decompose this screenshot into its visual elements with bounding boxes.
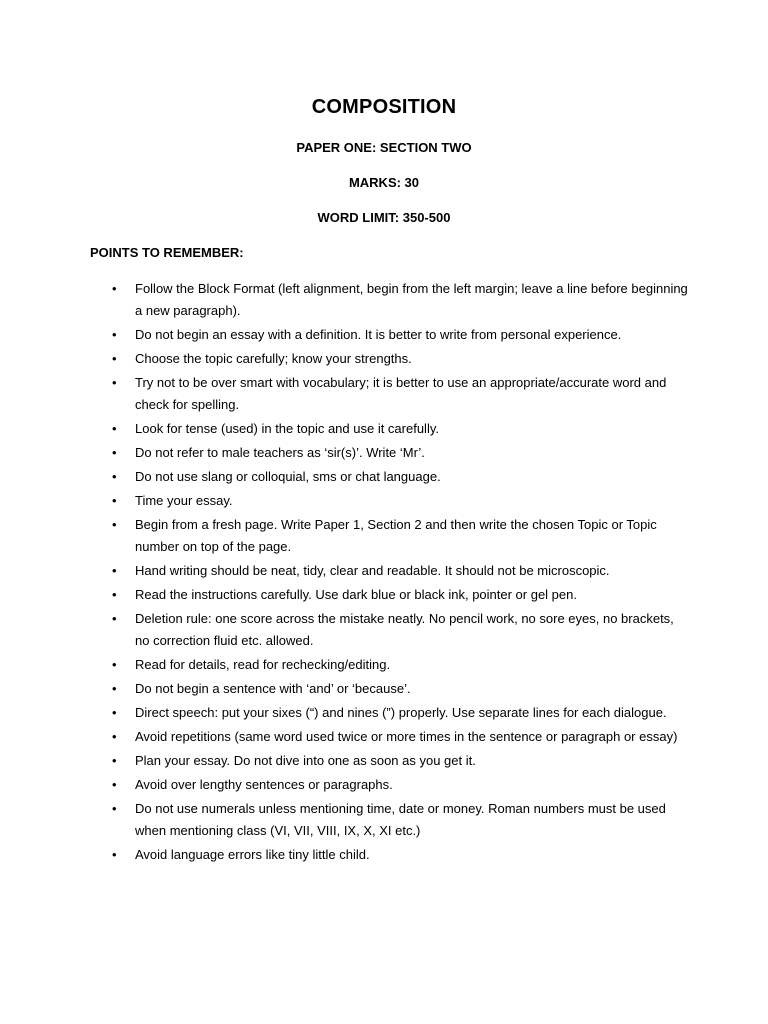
list-item-text: Plan your essay. Do not dive into one as soon as you get it.	[135, 753, 476, 768]
list-item-text: Do not use numerals unless mentioning time, date or money. Roman numbers must be used when mentioning class (VI, VII, VIII, IX, X, XI etc.)	[135, 801, 666, 838]
bullet-icon: •	[112, 563, 117, 578]
bullet-icon: •	[112, 681, 117, 696]
list-item	[90, 608, 690, 652]
paper-section-heading: PAPER ONE: SECTION TWO	[296, 140, 472, 155]
list-item-text: Do not begin an essay with a definition. It is better to write from personal experience.	[135, 327, 622, 342]
bullet-icon: •	[112, 705, 117, 720]
list-item-text: Time your essay.	[135, 493, 233, 508]
list-item	[90, 678, 690, 700]
list-item	[90, 750, 690, 772]
bullet-icon: •	[112, 351, 117, 366]
bullet-icon: •	[112, 281, 117, 296]
list-item	[90, 372, 690, 416]
list-item	[90, 418, 690, 440]
list-item-text: Read the instructions carefully. Use dark blue or black ink, pointer or gel pen.	[135, 587, 577, 602]
list-item	[90, 844, 690, 866]
list-item-text: Direct speech: put your sixes (“) and nines (”) properly. Use separate lines for each dialogue.	[135, 705, 667, 720]
list-item-text: Read for details, read for rechecking/editing.	[135, 657, 391, 672]
list-item	[90, 466, 690, 488]
marks-heading: MARKS: 30	[348, 175, 420, 190]
list-item	[90, 348, 690, 370]
bullet-icon: •	[112, 375, 117, 390]
list-item	[90, 774, 690, 796]
list-item	[90, 654, 690, 676]
list-item	[90, 726, 690, 748]
bullet-icon: •	[112, 657, 117, 672]
bullet-icon: •	[112, 493, 117, 508]
list-item-text: Follow the Block Format (left alignment, begin from the left margin; leave a line before beginning a new paragraph).	[135, 281, 688, 318]
list-item	[90, 490, 690, 512]
bullet-icon: •	[112, 421, 117, 436]
list-item	[90, 514, 690, 558]
list-item-text: Avoid language errors like tiny little child.	[135, 847, 370, 862]
list-item-text: Choose the topic carefully; know your strengths.	[135, 351, 412, 366]
word-limit-heading: WORD LIMIT: 350-500	[317, 210, 451, 225]
list-item	[90, 702, 690, 724]
list-item	[90, 584, 690, 606]
list-item-text: Do not begin a sentence with ‘and’ or ‘because’.	[135, 681, 411, 696]
bullet-icon: •	[112, 777, 117, 792]
points-heading: POINTS TO REMEMBER:	[90, 245, 244, 260]
bullet-icon: •	[112, 729, 117, 744]
bullet-icon: •	[112, 801, 117, 816]
list-item	[90, 442, 690, 464]
list-item	[90, 560, 690, 582]
list-item-text: Look for tense (used) in the topic and use it carefully.	[135, 421, 439, 436]
list-item	[90, 278, 690, 322]
list-item-text: Avoid over lengthy sentences or paragraphs.	[135, 777, 393, 792]
bullet-icon: •	[112, 753, 117, 768]
page-title: COMPOSITION	[311, 96, 457, 118]
list-item-text: Begin from a fresh page. Write Paper 1, Section 2 and then write the chosen Topic or Topic number on top of the page.	[135, 517, 657, 554]
list-item-text: Do not use slang or colloquial, sms or chat language.	[135, 469, 441, 484]
bullet-icon: •	[112, 611, 117, 626]
bullet-icon: •	[112, 469, 117, 484]
bullet-icon: •	[112, 327, 117, 342]
bullet-icon: •	[112, 517, 117, 532]
list-item	[90, 798, 690, 842]
list-item-text: Do not refer to male teachers as ‘sir(s)’. Write ‘Mr’.	[135, 445, 425, 460]
bullet-icon: •	[112, 587, 117, 602]
list-item	[90, 324, 690, 346]
bullet-icon: •	[112, 445, 117, 460]
list-item-text: Hand writing should be neat, tidy, clear and readable. It should not be microscopic.	[135, 563, 610, 578]
list-item-text: Try not to be over smart with vocabulary; it is better to use an appropriate/accurate word and check for spelling.	[135, 375, 667, 412]
list-item-text: Deletion rule: one score across the mistake neatly. No pencil work, no sore eyes, no brackets, no correction fluid etc. allowed.	[135, 611, 674, 648]
list-item-text: Avoid repetitions (same word used twice or more times in the sentence or paragraph or essay)	[135, 729, 678, 744]
bullet-icon: •	[112, 847, 117, 862]
points-list	[90, 278, 690, 868]
